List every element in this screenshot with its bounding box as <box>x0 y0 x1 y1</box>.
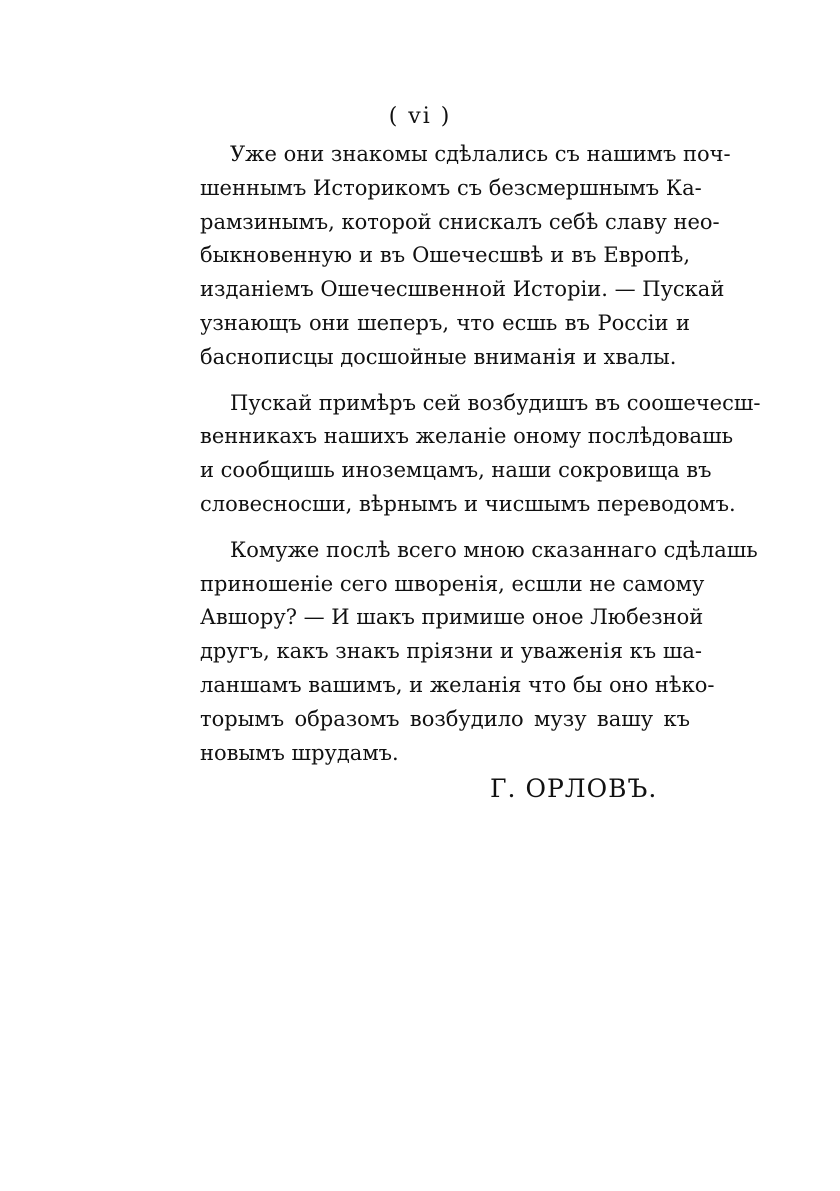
text-line: баснописцы досшойные вниманія и хвалы. <box>200 344 677 369</box>
text-line: другъ, какъ знакъ пріязни и уваженія къ ша- <box>200 639 702 664</box>
text-line: быкновенную и въ Ошечесшвѣ и въ Европѣ, <box>200 243 690 268</box>
text-line: Комуже послѣ всего мною сказаннаго сдѣлашь <box>230 537 758 562</box>
paragraph-gap <box>200 375 690 387</box>
paragraph-gap <box>200 522 690 534</box>
paragraph <box>200 534 758 771</box>
paragraph <box>200 387 761 522</box>
text-line: Пускай примѣръ сей возбудишъ въ соошечесш- <box>230 390 761 415</box>
text-line: венникахъ нашихъ желаніе оному послѣдовашь <box>200 424 734 449</box>
text-line: Уже они знакомы сдѣлались съ нашимъ поч- <box>230 142 731 166</box>
signature: Г. ОРЛОВЪ. <box>490 774 658 803</box>
page-number: ( vi ) <box>388 104 452 129</box>
text-line: узнающъ они шеперъ, что есшь въ Россіи и <box>200 310 690 335</box>
text-line: ланшамъ вашимъ, и желанія что бы оно нѣко- <box>200 672 715 697</box>
text-line: изданіемъ Ошечесшвенной Исторіи. — Пускай <box>200 277 725 302</box>
text-line: рамзинымъ, которой снискалъ себѣ славу нео- <box>200 209 720 234</box>
text-line: и сообщишь иноземцамъ, наши сокровища въ <box>200 458 712 483</box>
text-line: Авшору? — И шакъ примише оное Любезной <box>200 605 704 630</box>
paragraph <box>200 138 731 375</box>
text-line: словесносши, вѣрнымъ и чисшымъ переводомъ. <box>200 491 736 516</box>
text-line: шеннымъ Историкомъ съ безсмершнымъ Ка- <box>200 175 702 200</box>
text-line: приношеніе сего шворенія, есшли не самому <box>200 571 705 596</box>
text-line: торымъ образомъ возбудило музу вашу къ <box>200 706 690 731</box>
text-line: новымъ шрудамъ. <box>200 740 399 765</box>
body-text <box>200 138 761 770</box>
